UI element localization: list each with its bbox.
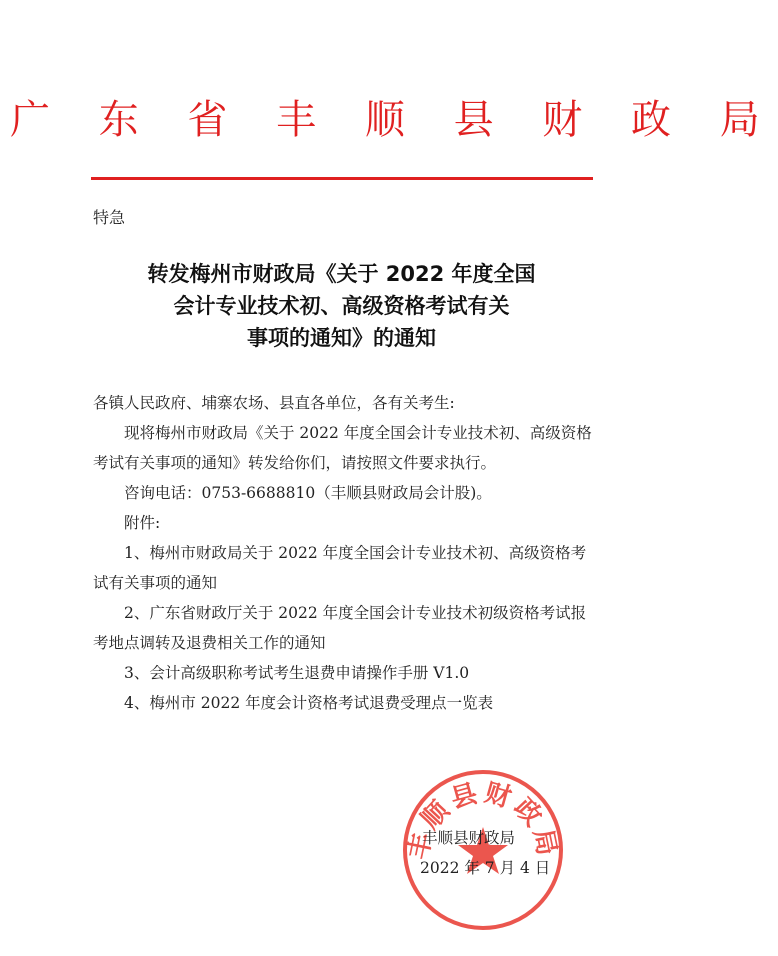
- header-agency-title: 广 东 省 丰 顺 县 财 政 局: [10, 97, 778, 143]
- signature-date: 2022 年 7 月 4 日: [420, 859, 551, 877]
- title-line-1: 转发梅州市财政局《关于 2022 年度全国: [147, 262, 536, 286]
- signature-block: [422, 823, 550, 883]
- attachment-item-4: 4、梅州市 2022 年度会计资格考试退费受理点一览表: [124, 694, 494, 712]
- salutation: 各镇人民政府、埔寨农场、县直各单位，各有关考生:: [93, 394, 455, 412]
- signature-issuer: 丰顺县财政局: [422, 829, 516, 847]
- attachment-item-1: 1、梅州市财政局关于 2022 年度全国会计专业技术初、高级资格考试有关事项的通知: [93, 544, 587, 592]
- main-paragraph: 现将梅州市财政局《关于 2022 年度全国会计专业技术初、高级资格考试有关事项的通知》转发给你们，请按照文件要求执行。: [93, 424, 592, 472]
- attachment-item-3: 3、会计高级职称考试考生退费申请操作手册 V1.0: [124, 664, 470, 682]
- document-body: [93, 388, 597, 718]
- document-title: [0, 258, 683, 354]
- seal-text: 丰顺县财政局: [403, 777, 563, 862]
- title-line-3: 事项的通知》的通知: [247, 326, 436, 350]
- attachment-item-2: 2、广东省财政厅关于 2022 年度全国会计专业技术初级资格考试报考地点调转及退费相关工作的通知: [93, 604, 587, 652]
- urgency-label: 特急: [93, 208, 126, 227]
- header-red-rule: [91, 177, 593, 180]
- attachments-label: 附件:: [124, 514, 161, 532]
- consult-phone: 咨询电话：0753-6688810（丰顺县财政局会计股)。: [124, 484, 492, 502]
- title-line-2: 会计专业技术初、高级资格考试有关: [173, 294, 510, 318]
